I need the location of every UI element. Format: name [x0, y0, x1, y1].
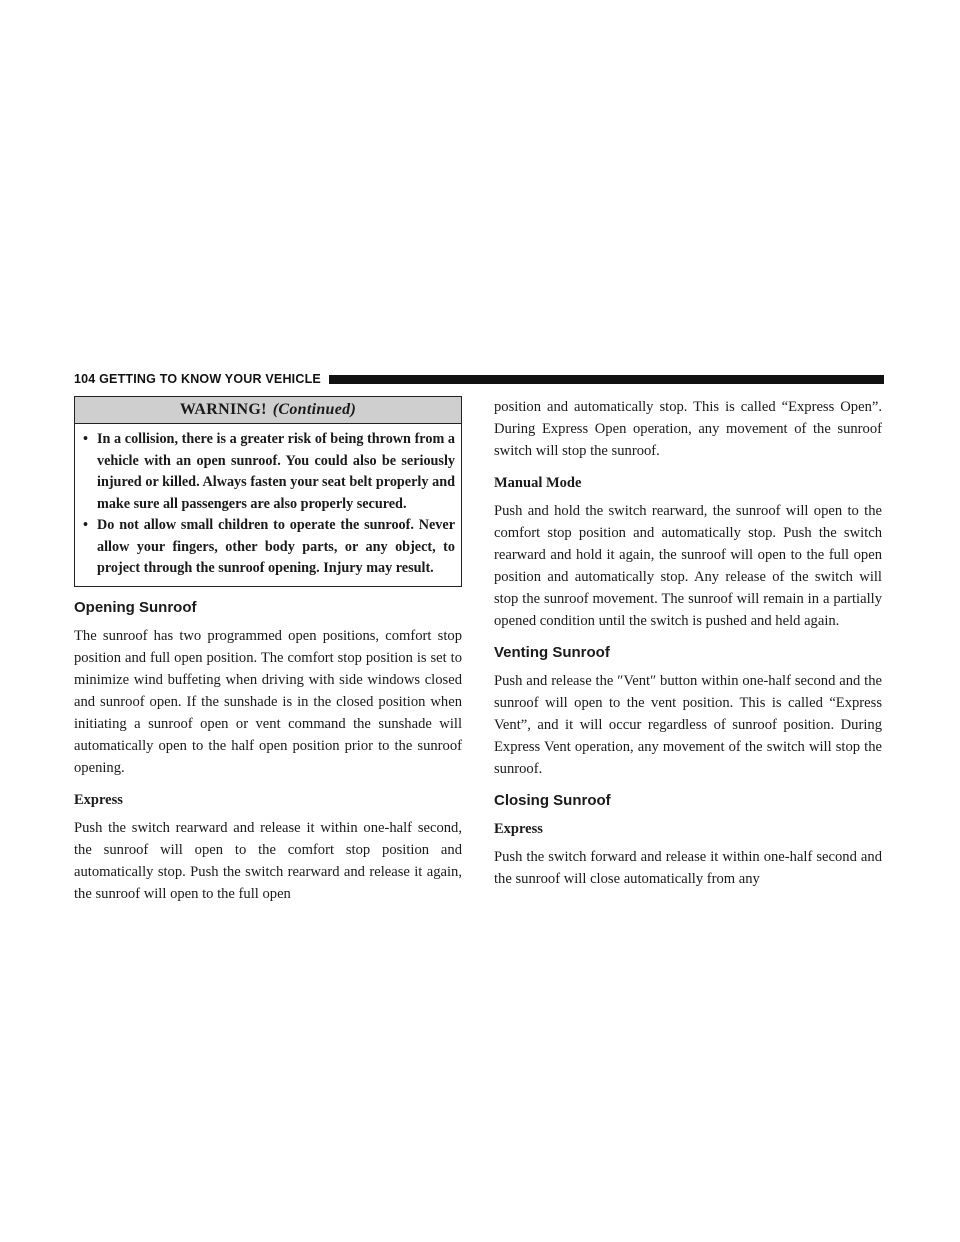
- warning-item: [81, 429, 455, 515]
- header-rule: [329, 375, 884, 384]
- manual-mode-paragraph: Push and hold the switch rearward, the sunroof will open to the comfort stop position and automatically stop. Push the switch rearward and hold it again, the sunroof will open to the full open position and automatically stop. Any release of the switch will stop the sunroof movement. The sunroof will remain in a partially opened condition until the switch is pushed and held again.: [494, 503, 882, 629]
- bullet-icon: •: [83, 517, 88, 533]
- right-column: [494, 396, 882, 900]
- warning-list: [75, 424, 461, 586]
- venting-paragraph: Push and release the ″Vent″ button within one-half second and the sunroof will open to the vent position. This is called “Express Vent”, and it will occur regardless of sunroof position. During Express Vent operation, any movement of the switch will stop the sunroof.: [494, 673, 882, 777]
- venting-sunroof-heading: Venting Sunroof: [494, 644, 610, 661]
- warning-title: [75, 397, 461, 424]
- warning-item-text: In a collision, there is a greater risk of being thrown from a vehicle with an open sunroof. You could also be seriously injured or killed. Always fasten your seat belt properly and make sure all passengers are also properly secured.: [97, 431, 455, 512]
- left-column: [74, 396, 462, 915]
- page-number-and-chapter: 104 GETTING TO KNOW YOUR VEHICLE: [74, 372, 321, 386]
- warning-continued: (Continued): [272, 401, 357, 418]
- warning-item: [81, 515, 455, 580]
- express-open-heading: Express: [74, 791, 123, 808]
- bullet-icon: •: [83, 431, 88, 447]
- opening-sunroof-heading: Opening Sunroof: [74, 598, 197, 616]
- opening-intro-paragraph: The sunroof has two programmed open positions, comfort stop position and full open position. The comfort stop position is set to minimize wind buffeting when driving with side windows closed and sunroof open. If the sunshade is in the closed position when initiating a sunroof open or vent command the sunshade will automatically open to the half open position prior to the sunroof opening.: [74, 627, 462, 776]
- warning-label: WARNING!: [179, 401, 267, 418]
- closing-sunroof-heading: Closing Sunroof: [494, 792, 611, 809]
- express-open-paragraph-continued: position and automatically stop. This is called “Express Open”. During Express Open operation, any movement of the sunroof switch will stop the sunroof.: [494, 399, 882, 459]
- warning-box: [74, 396, 462, 587]
- express-open-paragraph: Push the switch rearward and release it within one-half second, the sunroof will open to the comfort stop position and automatically stop. Push the switch rearward and release it again, the sunroof will open to the full open: [74, 819, 462, 902]
- express-close-paragraph: Push the switch forward and release it within one-half second and the sunroof will close automatically from any: [494, 849, 882, 887]
- warning-item-text: Do not allow small children to operate the sunroof. Never allow your fingers, other body parts, or any object, to project through the sunroof opening. Injury may result.: [97, 517, 455, 576]
- manual-mode-heading: Manual Mode: [494, 475, 582, 491]
- page-header: [74, 370, 884, 388]
- express-close-heading: Express: [494, 821, 543, 837]
